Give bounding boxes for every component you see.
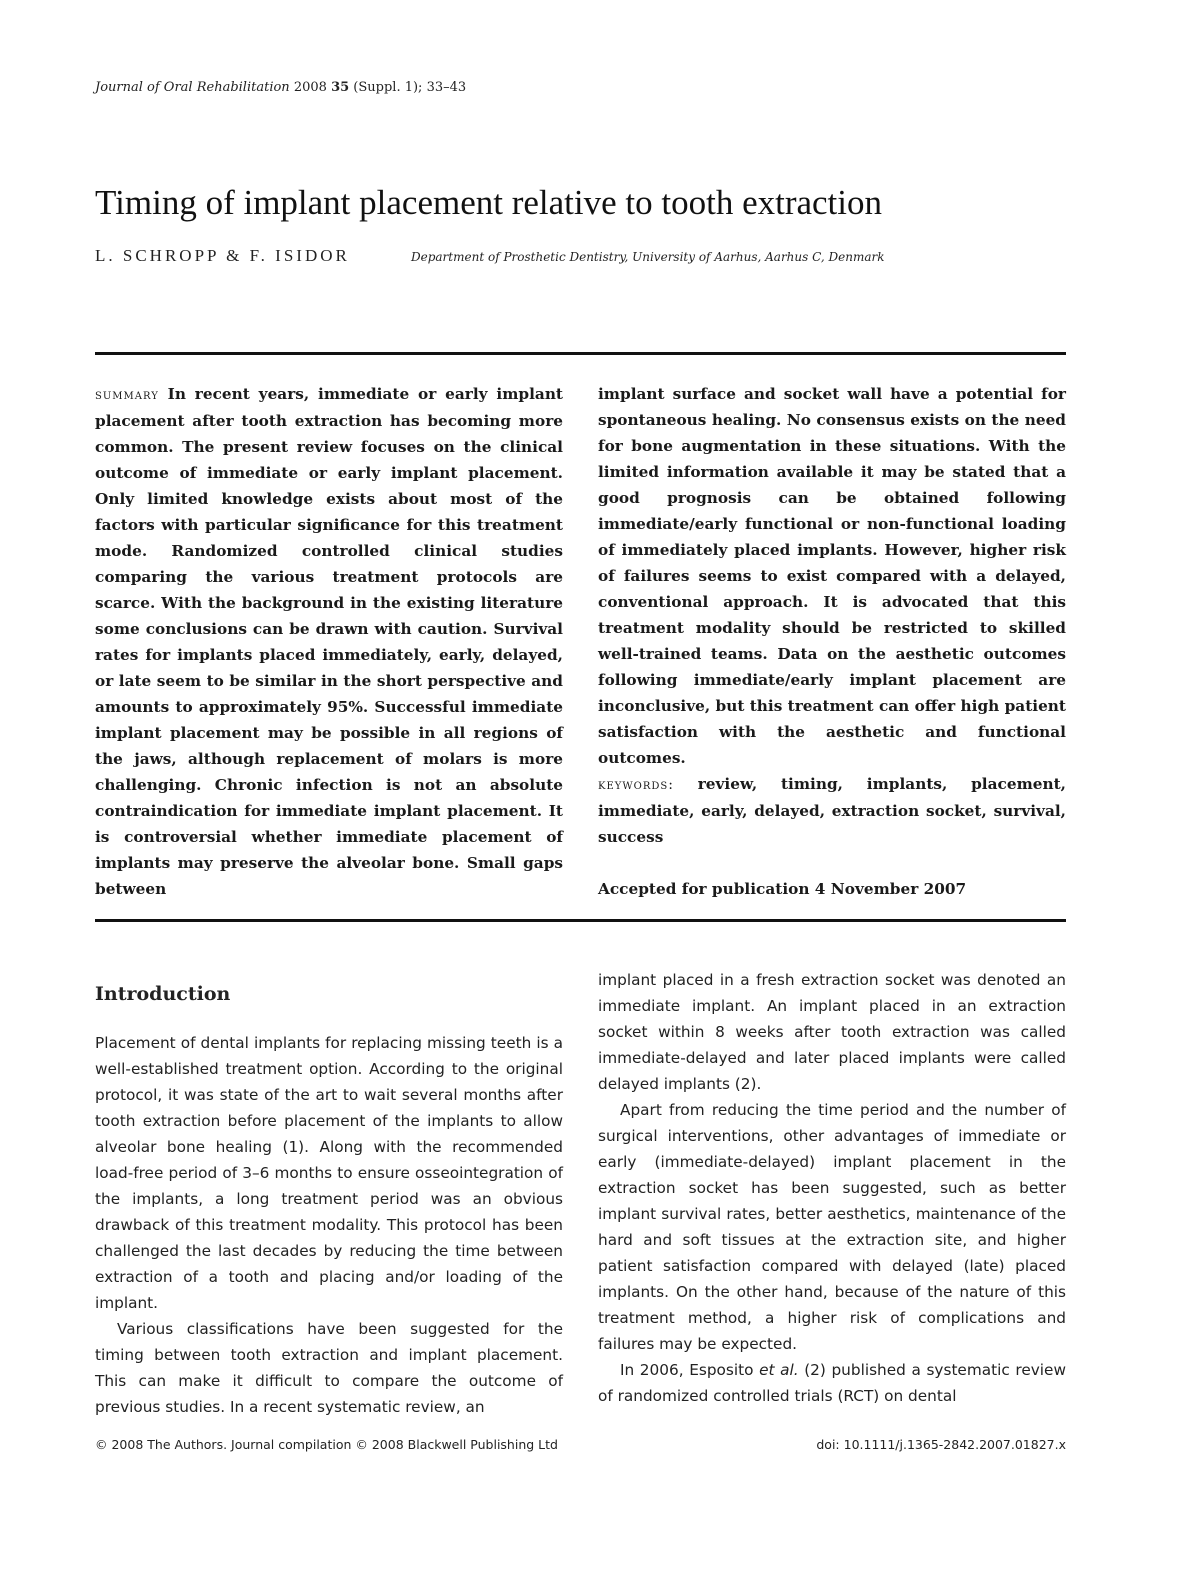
abstract-bottom-rule <box>95 919 1066 922</box>
journal-year: 2008 <box>293 80 327 95</box>
journal-issue-pages: (Suppl. 1); 33–43 <box>353 80 467 95</box>
summary-label: summary <box>95 387 159 403</box>
footer-copyright: © 2008 The Authors. Journal compilation © 2008 Blackwell Publishing Ltd <box>95 1437 558 1452</box>
section-heading-introduction: Introduction <box>95 983 231 1005</box>
body-paragraph <box>598 1357 1066 1409</box>
article-title: Timing of implant placement relative to tooth extraction <box>95 183 883 222</box>
article-affiliation: Department of Prosthetic Dentistry, University of Aarhus, Aarhus C, Denmark <box>411 250 885 264</box>
keywords-label: keywords: <box>598 777 674 793</box>
abstract-left-column <box>95 381 563 902</box>
article-authors: L. SCHROPP & F. ISIDOR <box>95 246 350 265</box>
abstract-top-rule <box>95 352 1066 355</box>
body-paragraph: Apart from reducing the time period and the number of surgical interventions, other advantages of immediate or early (immediate-delayed) implant placement in the extraction socket has been suggested, such as better implant survival rates, better aesthetics, maintenance of the hard and soft tissues at the extraction site, and higher patient satisfaction compared with delayed (late) placed implants. On the other hand, because of the nature of this treatment method, a higher risk of complications and failures may be expected. <box>598 1101 1066 1353</box>
body-paragraph: implant placed in a fresh extraction socket was denoted an immediate implant. An implant placed in an extraction socket within 8 weeks after tooth extraction was called immediate-delayed and later placed implants were called delayed implants (2). <box>598 971 1066 1093</box>
et-al: et al. <box>759 1361 799 1379</box>
summary-continued: implant surface and socket wall have a potential for spontaneous healing. No consensus exists on the need for bone augmentation in these situations. With the limited information available it may be stated that a good prognosis can be obtained following immediate/early functional or non-functional loading of immediately placed implants. However, higher risk of failures seems to exist compared with a delayed, conventional approach. It is advocated that this treatment modality should be restricted to skilled well-trained teams. Data on the aesthetic outcomes following immediate/early implant placement are inconclusive, but this treatment can offer high patient satisfaction with the aesthetic and functional outcomes. <box>598 385 1066 767</box>
body-left-column <box>95 980 563 1420</box>
footer-doi: doi: 10.1111/j.1365-2842.2007.01827.x <box>816 1437 1066 1452</box>
body-right-column <box>598 967 1066 1409</box>
summary-text: In recent years, immediate or early implant placement after tooth extraction has becoming more common. The present review focuses on the clinical outcome of immediate or early implant placement. Only limited knowledge exists about most of the factors with particular significance for this treatment mode. Randomized controlled clinical studies comparing the various treatment protocols are scarce. With the background in the existing literature some conclusions can be drawn with caution. Survival rates for implants placed immediately, early, delayed, or late seem to be similar in the short perspective and amounts to approximately 95%. Successful immediate implant placement may be possible in all regions of the jaws, although replacement of molars is more challenging. Chronic infection is not an absolute contraindication for immediate implant placement. It is controversial whether immediate placement of implants may preserve the alveolar bone. Small gaps between <box>95 385 564 898</box>
abstract-right-column <box>598 381 1066 902</box>
running-head <box>95 80 466 95</box>
journal-name: Journal of Oral Rehabilitation <box>95 80 290 95</box>
body-paragraph: Placement of dental implants for replacing missing teeth is a well-established treatment option. According to the original protocol, it was state of the art to wait several months after tooth extraction before placement of the implants to allow alveolar bone healing (1). Along with the recommended load-free period of 3–6 months to ensure osseointegration of the implants, a long treatment period was an obvious drawback of this treatment modality. This protocol has been challenged the last decades by reducing the time between extraction of a tooth and placing and/or loading of the implant. <box>95 1034 563 1312</box>
p3-end: (2) published a systematic review of randomized controlled trials (RCT) on dental <box>598 1361 1066 1405</box>
journal-volume: 35 <box>331 80 350 95</box>
keywords-text: review, timing, implants, placement, immediate, early, delayed, extraction socket, survival, success <box>598 775 1066 846</box>
body-paragraph: Various classifications have been suggested for the timing between tooth extraction and implant placement. This can make it difficult to compare the outcome of previous studies. In a recent systematic review, an <box>95 1320 563 1416</box>
accepted-date: Accepted for publication 4 November 2007 <box>598 880 967 898</box>
abstract-summary <box>95 381 563 902</box>
p3-start: In 2006, Esposito <box>620 1361 754 1379</box>
abstract-keywords <box>598 771 1066 850</box>
